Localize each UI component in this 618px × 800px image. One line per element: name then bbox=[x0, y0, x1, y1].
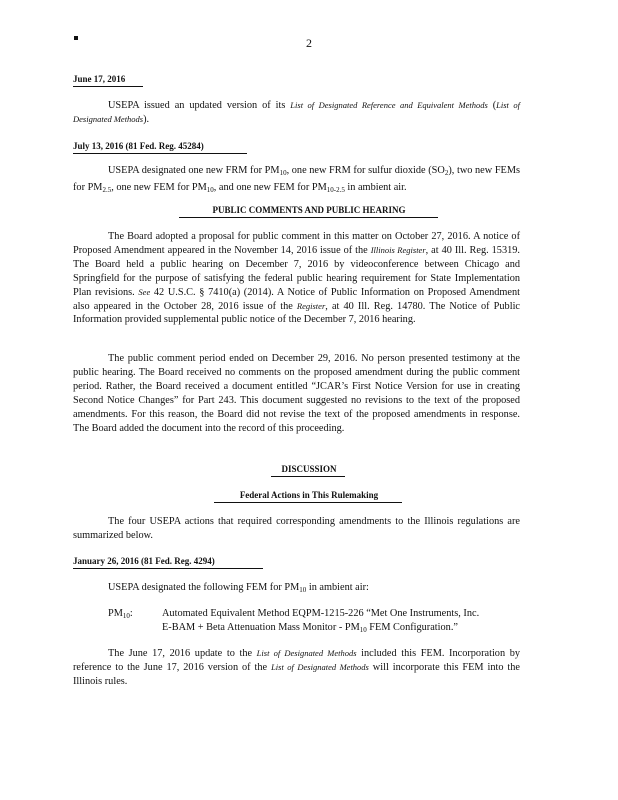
paragraph-january-fem bbox=[108, 581, 520, 598]
subscript: 2.5 bbox=[102, 185, 112, 194]
heading-july-13-2016: July 13, 2016 (81 Fed. Reg. 45284) bbox=[73, 141, 204, 151]
heading-federal-actions: Federal Actions in This Rulemaking bbox=[239, 490, 379, 500]
text: ), two new FEMs for PM bbox=[73, 165, 520, 193]
heading-discussion: DISCUSSION bbox=[281, 464, 337, 474]
heading-public-comments: PUBLIC COMMENTS AND PUBLIC HEARING bbox=[212, 205, 406, 215]
text: USEPA designated the following FEM for PM bbox=[108, 582, 300, 593]
text: E-BAM + Beta Attenuation Mass Monitor - PM bbox=[162, 621, 360, 633]
text: included this FEM. Incorporation by reference to the June 17, 2016 version of the bbox=[73, 648, 521, 673]
subscript: 2 bbox=[444, 169, 449, 177]
text: , at 40 Ill. Reg. 15319. The Board held a public hearing on December 7, 2016 by videoconference between Chicago and Springfield for the purpose of satisfying the federal public hearing requirement for State Implementation Plan revisions. bbox=[73, 244, 520, 298]
heading-underline bbox=[271, 476, 345, 477]
text: ( bbox=[487, 100, 497, 111]
subscript: 10 bbox=[122, 612, 130, 620]
heading-underline bbox=[73, 153, 247, 154]
register-italic: Illinois Register bbox=[370, 244, 426, 255]
paragraph-july-designations bbox=[73, 164, 520, 198]
subscript: 10 bbox=[299, 586, 307, 594]
text: , at 40 Ill. Reg. 14780. The Notice of Public Information provided supplemental public notice of the December 7, 2016 hearing. bbox=[73, 300, 520, 326]
text: in ambient air: bbox=[306, 582, 369, 593]
text: 42 U.S.C. § 7410(a) (2014). A Notice of Public Information on Proposed Amendment also appeared in the October 28, 2016 issue of the bbox=[73, 286, 520, 312]
paragraph-comment-period: The public comment period ended on December 29, 2016. No person presented testimony at the public hearing. The Board received no comments on the proposed amendment during the public comment period. Rather, the Board received a document entitled “JCAR’s First Notice Version for use in creating Second Notice Changes” for Part 243. This document suggested no revisions to the text of the proposed amendments. For this reason, the Board did not revise the text of the proposed amendments in response. The Board added the document into the record of this proceeding. bbox=[73, 353, 520, 434]
list-title-italic: List of Designated Reference and Equivalent Methods bbox=[290, 100, 488, 110]
paragraph-list-update bbox=[73, 99, 520, 127]
fem-description-line: Automated Equivalent Method EQPM-1215-226 “Met One Instruments, Inc. bbox=[162, 608, 480, 619]
heading-underline bbox=[179, 217, 438, 218]
list-title-italic: List of Designated Methods bbox=[271, 661, 369, 672]
heading-underline bbox=[73, 568, 263, 569]
heading-june-17-2016: June 17, 2016 bbox=[73, 74, 126, 84]
list-title-italic: List of Designated Methods bbox=[256, 648, 357, 658]
fem-description bbox=[162, 607, 522, 638]
text: , one new FRM for sulfur dioxide (SO bbox=[286, 165, 445, 176]
text: ). bbox=[143, 113, 150, 125]
text: : bbox=[129, 608, 133, 619]
text: in ambient air. bbox=[344, 181, 407, 193]
text: The June 17, 2016 update to the bbox=[108, 648, 257, 659]
fem-description-line bbox=[162, 621, 522, 638]
text: , and one new FEM for PM bbox=[213, 181, 327, 193]
subscript: 10-2.5 bbox=[326, 185, 345, 194]
text: USEPA designated one new FRM for PM bbox=[108, 165, 280, 176]
heading-january-26-2016: January 26, 2016 (81 Fed. Reg. 4294) bbox=[73, 556, 215, 566]
text: FEM Configuration.” bbox=[366, 621, 458, 633]
text: The Board adopted a proposal for public comment in this matter on October 27, 2016. A notice of Proposed Amendment appeared in the November 14, 2016 issue of the bbox=[73, 231, 520, 256]
heading-underline bbox=[73, 86, 143, 87]
register-italic: Register bbox=[296, 300, 326, 311]
text: USEPA issued an updated version of its bbox=[108, 100, 291, 111]
see-italic: See bbox=[138, 286, 151, 297]
heading-underline bbox=[214, 502, 402, 503]
paragraph-proposal-hearing bbox=[73, 230, 520, 327]
subscript: 10 bbox=[206, 185, 214, 194]
text: PM bbox=[108, 608, 123, 619]
text: , one new FEM for PM bbox=[111, 181, 207, 193]
subscript: 10 bbox=[279, 169, 287, 177]
paragraph-four-actions: The four USEPA actions that required corresponding amendments to the Illinois regulations are summarized below. bbox=[73, 516, 520, 541]
paragraph-incorporation bbox=[73, 647, 520, 689]
list-short-title-italic: List of Designated Methods bbox=[73, 100, 521, 124]
subscript: 10 bbox=[359, 625, 367, 634]
page-number: 2 bbox=[306, 36, 312, 50]
text: will incorporate this FEM into the Illinois rules. bbox=[73, 661, 521, 687]
fem-label bbox=[108, 607, 168, 624]
